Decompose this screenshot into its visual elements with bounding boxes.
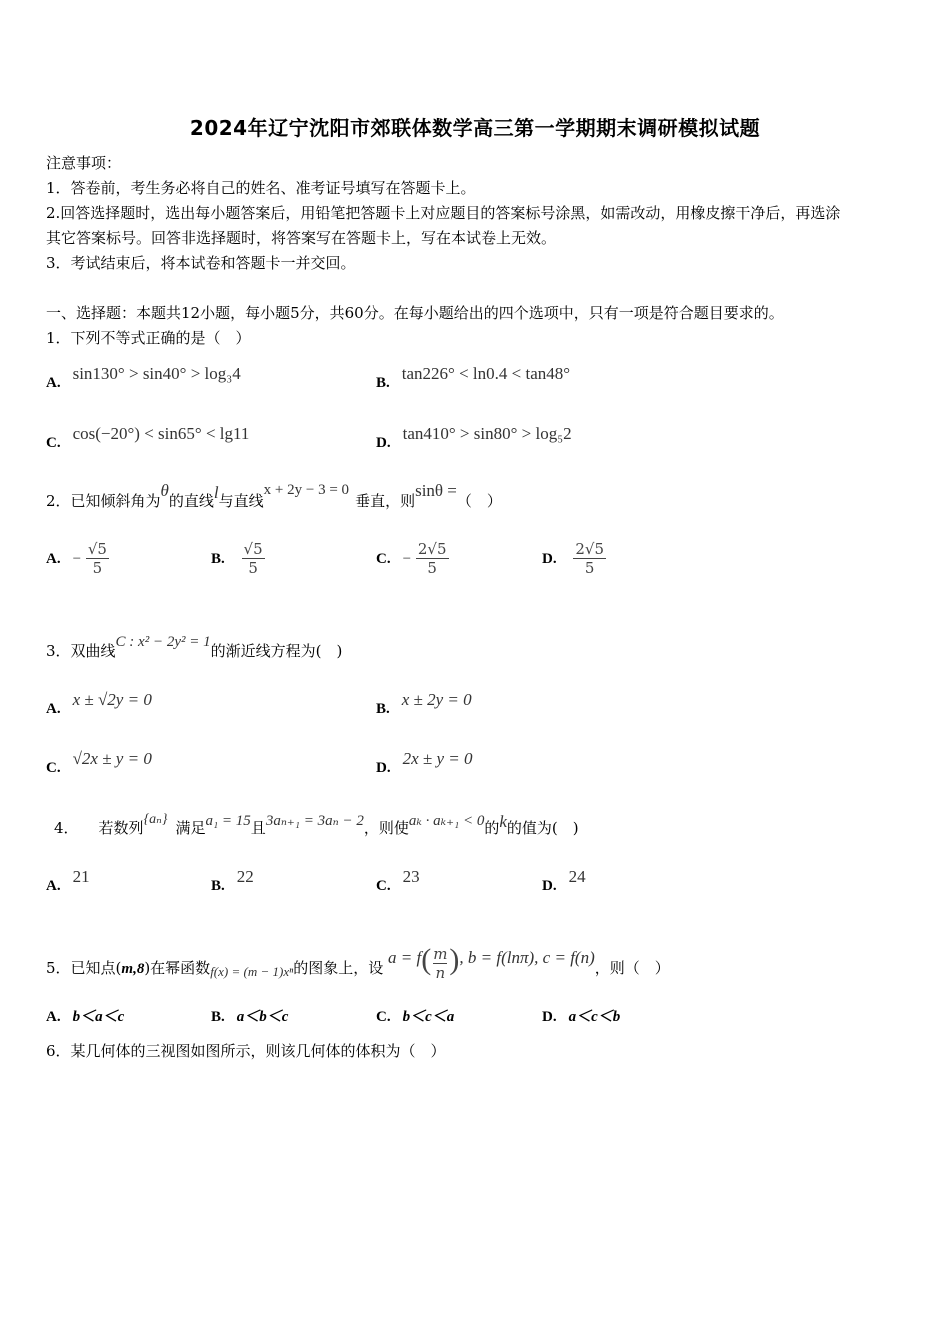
q3-option-a (46, 690, 152, 718)
initial-condition: a₁ = 15 (205, 813, 251, 829)
question-2-stem (46, 481, 502, 511)
option-label: C. (46, 435, 61, 451)
option-label: B. (376, 375, 390, 391)
option-label: B. (211, 1009, 225, 1025)
q5-stem-c: 的图象上，设 (293, 959, 384, 977)
question-5-stem (46, 943, 670, 988)
option-answer: b＜a＜c (72, 1009, 125, 1025)
option-answer: b＜c＜a (402, 1009, 455, 1025)
q3-stem-a: 3．双曲线 (46, 642, 116, 660)
option-label: D. (376, 760, 391, 776)
option-label: A. (46, 1009, 61, 1025)
point-coords: m,8 (121, 961, 145, 977)
q3-option-d (376, 749, 473, 777)
q4-stem-b: 满足 (175, 819, 206, 837)
q4-stem-a: 若数列 (98, 819, 144, 837)
right-paren-icon: ) (449, 943, 460, 976)
q2-option-b (211, 540, 265, 577)
product-condition: aₖ · aₖ₊₁ < 0 (408, 813, 485, 829)
fraction (86, 540, 109, 577)
fraction-denominator: n (435, 963, 446, 982)
option-value: 21 (72, 867, 90, 886)
fraction-numerator: m (433, 944, 448, 963)
q2-option-c (376, 540, 449, 577)
q4-option-c (376, 867, 420, 895)
q2-stem-b: 的直线 (168, 492, 214, 510)
page-title: 2024年辽宁沈阳市郊联体数学高三第一学期期末调研模拟试题 (189, 116, 761, 140)
power-function: f(x) = (m − 1)xⁿ (210, 964, 294, 979)
q3-option-b (376, 690, 472, 718)
q5-option-c (376, 1005, 454, 1026)
option-answer: a＜b＜c (236, 1009, 289, 1025)
section-heading: 一、选择题：本题共12小题，每小题5分，共60分。在每小题给出的四个选项中，只有一项是符合题目要求的。 (46, 304, 784, 322)
option-label: C. (376, 1009, 391, 1025)
option-label: A. (46, 701, 61, 717)
theta-symbol: θ (160, 481, 169, 500)
fraction-denominator: 5 (584, 559, 595, 577)
notice-item-3: 3．考试结束后，将本试卷和答题卡一并交回。 (46, 254, 356, 272)
fraction (416, 540, 449, 577)
fraction (573, 540, 606, 577)
q5-stem-a: 5．已知点( (46, 959, 122, 977)
fraction-numerator: 2√5 (417, 540, 447, 558)
minus-sign: − (402, 550, 412, 567)
fraction-numerator: 2√5 (575, 540, 605, 558)
option-answer: a＜c＜b (568, 1009, 621, 1025)
question-3-stem (46, 634, 343, 661)
option-math: tan410° > sin80° > log₅2 (402, 424, 572, 443)
fraction-denominator: 5 (248, 559, 258, 577)
q1-option-c (46, 424, 250, 452)
a-definition: a = f (387, 948, 422, 967)
q4-number: 4． (54, 819, 79, 837)
q3-option-c (46, 749, 152, 777)
option-label: A. (46, 878, 61, 894)
fraction-denominator: 5 (427, 559, 437, 577)
option-math: x ± √2y = 0 (72, 690, 152, 709)
b-c-definition: , b = f(lnπ), c = f(n) (459, 948, 595, 967)
q1-option-d (376, 424, 572, 452)
q2-stem-e: （ ） (456, 492, 502, 510)
option-label: B. (376, 701, 390, 717)
line-symbol: l (213, 483, 219, 502)
fraction-denominator: 5 (92, 559, 103, 577)
question-6-stem: 6．某几何体的三视图如图所示，则该几何体的体积为（ ） (46, 1042, 446, 1060)
q2-option-d (542, 540, 606, 577)
q2-stem-d: 垂直，则 (355, 492, 416, 510)
option-value: 22 (236, 867, 254, 886)
hyperbola-equation: C : x² − 2y² = 1 (115, 634, 211, 650)
option-label: D. (542, 878, 557, 894)
minus-sign: − (72, 550, 82, 567)
option-label: D. (542, 550, 557, 567)
option-math: 2x ± y = 0 (402, 749, 473, 768)
q1-option-b (376, 364, 571, 392)
option-math: x ± 2y = 0 (401, 690, 472, 709)
question-1-stem: 1．下列不等式正确的是（ ） (46, 329, 251, 347)
option-label: A. (46, 375, 61, 391)
q1-option-a (46, 364, 241, 392)
sequence-symbol: {aₙ} (143, 812, 168, 827)
q4-option-b (211, 867, 254, 895)
option-label: D. (542, 1009, 557, 1025)
fraction-numerator: √5 (243, 540, 263, 558)
option-math: cos(−20°) < sin65° < lg11 (72, 424, 250, 443)
q5-option-d (542, 1005, 620, 1026)
q4-option-d (542, 867, 586, 895)
q2-stem-c: 与直线 (218, 492, 264, 510)
option-label: B. (211, 878, 225, 894)
q3-stem-b: 的渐近线方程为( ) (210, 642, 343, 660)
notice-item-2b: 其它答案标号。回答非选择题时，将答案写在答题卡上，写在本试卷上无效。 (46, 229, 557, 247)
notice-item-1: 1．答卷前，考生务必将自己的姓名、准考证号填写在答题卡上。 (46, 179, 476, 197)
notice-item-2a: 2.回答选择题时，选出每小题答案后，用铅笔把答题卡上对应题目的答案标号涂黑，如需改动，用橡皮擦干净后，再选涂 (46, 204, 841, 222)
left-paren-icon: ( (421, 943, 432, 976)
line-equation: x + 2y − 3 = 0 (263, 482, 350, 498)
sin-theta: sinθ = (415, 481, 457, 500)
q5-option-a (46, 1005, 124, 1026)
q5-stem-d: ，则（ ） (594, 959, 670, 977)
recurrence-relation: 3aₙ₊₁ = 3aₙ − 2 (265, 813, 364, 829)
option-math: √2x ± y = 0 (72, 749, 152, 768)
m-over-n-fraction (431, 945, 449, 982)
option-label: C. (376, 878, 391, 894)
q4-stem-f: 的值为( ) (506, 819, 579, 837)
question-4-stem (54, 812, 579, 838)
q4-stem-d: ，则使 (363, 819, 409, 837)
option-math: sin130° > sin40° > log₃4 (72, 364, 241, 383)
q5-stem-b: )在幂函数 (144, 959, 211, 977)
q2-option-a (46, 540, 109, 577)
option-label: C. (46, 760, 61, 776)
q4-option-a (46, 867, 90, 895)
option-value: 24 (568, 867, 586, 886)
option-label: C. (376, 550, 391, 567)
k-symbol: k (499, 812, 507, 831)
option-label: D. (376, 435, 391, 451)
q5-option-b (211, 1005, 288, 1026)
q4-stem-c: 且 (250, 819, 266, 837)
q4-stem-e: 的 (484, 819, 500, 837)
fraction-numerator: √5 (87, 540, 107, 558)
fraction (242, 540, 265, 577)
option-label: A. (46, 550, 61, 567)
option-math: tan226° < ln0.4 < tan48° (401, 364, 571, 383)
option-label: B. (211, 550, 225, 567)
notice-heading: 注意事项： (46, 154, 122, 172)
q2-stem-a: 2．已知倾斜角为 (46, 492, 161, 510)
option-value: 23 (402, 867, 420, 886)
